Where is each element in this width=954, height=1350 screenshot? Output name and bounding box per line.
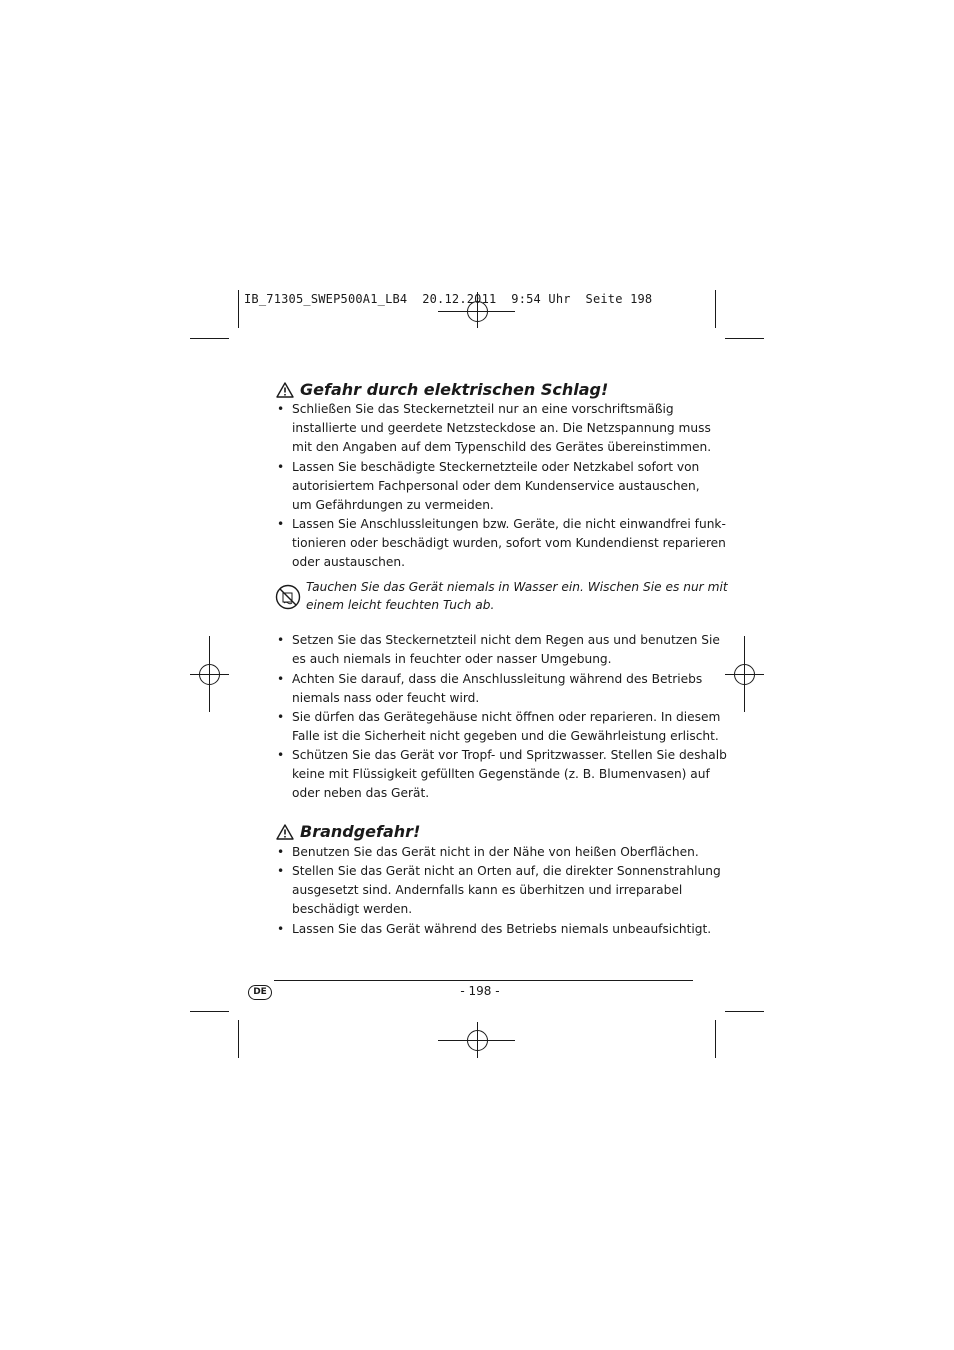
bullet-line: tionieren oder beschädigt wurden, sofort vom Kundendienst reparieren	[292, 536, 726, 551]
registration-mark	[734, 664, 755, 685]
bullet-item	[276, 843, 699, 862]
section-heading-electric-shock	[276, 380, 608, 399]
warning-triangle-icon	[276, 382, 294, 398]
bullet-line: • Lassen Sie beschädigte Steckernetzteile oder Netzkabel sofort von	[292, 460, 700, 474]
bullet-item	[276, 920, 712, 939]
bullet-line: ausgesetzt sind. Andernfalls kann es überhitzen und irreparabel	[292, 883, 683, 898]
bullet-line: • Lassen Sie das Gerät während des Betriebs niemals unbeaufsichtigt.	[292, 922, 712, 936]
bullet-line: oder neben das Gerät.	[292, 786, 430, 801]
registration-mark	[467, 1030, 488, 1051]
bullet-line: • Lassen Sie Anschlussleitungen bzw. Geräte, die nicht einwandfrei funk-	[292, 517, 726, 531]
footer-rule	[274, 980, 693, 981]
bullet-line: • Schließen Sie das Steckernetzteil nur an eine vorschriftsmäßig	[292, 402, 674, 416]
bullet-line: • Setzen Sie das Steckernetzteil nicht dem Regen aus und benutzen Sie	[292, 633, 720, 647]
bullet-item	[276, 400, 712, 458]
bullet-line: autorisiertem Fachpersonal oder dem Kundenservice austauschen,	[292, 479, 700, 494]
bullet-line: niemals nass oder feucht wird.	[292, 691, 480, 706]
bullet-line: • Achten Sie darauf, dass die Anschlussleitung während des Betriebs	[292, 672, 703, 686]
section-heading-fire	[276, 822, 420, 841]
no-water-immersion-icon	[275, 584, 301, 610]
bullet-line: Falle ist die Sicherheit nicht gegeben und die Gewährleistung erlischt.	[292, 729, 719, 744]
bullet-item	[276, 708, 721, 746]
bullet-line: • Stellen Sie das Gerät nicht an Orten auf, die direkter Sonnenstrahlung	[292, 864, 721, 878]
note-line: einem leicht feuchten Tuch ab.	[306, 598, 495, 612]
bullet-line: • Benutzen Sie das Gerät nicht in der Nähe von heißen Oberflächen.	[292, 845, 699, 859]
safety-note	[306, 578, 728, 614]
bullet-item	[276, 670, 703, 708]
crop-mark	[190, 338, 229, 339]
bullet-item	[276, 631, 720, 669]
bullet-line: keine mit Flüssigkeit gefüllten Gegenstände (z. B. Blumenvasen) auf	[292, 767, 710, 782]
bullet-item	[276, 458, 700, 516]
crop-mark	[715, 1020, 716, 1058]
crop-mark	[725, 338, 764, 339]
crop-mark	[715, 290, 716, 328]
section-title: Brandgefahr!	[300, 822, 421, 841]
bullet-line: beschädigt werden.	[292, 902, 413, 917]
crop-mark	[725, 1011, 764, 1012]
bullet-line: • Schützen Sie das Gerät vor Tropf- und Spritzwasser. Stellen Sie deshalb	[292, 748, 727, 762]
language-badge: DE	[248, 985, 272, 1000]
crop-mark	[190, 1011, 229, 1012]
bullet-line: oder austauschen.	[292, 555, 405, 570]
bullet-item	[276, 862, 721, 920]
bullet-item	[276, 515, 726, 573]
section-title: Gefahr durch elektrischen Schlag!	[300, 380, 609, 399]
crop-mark	[238, 290, 239, 328]
bullet-line: es auch niemals in feuchter oder nasser Umgebung.	[292, 652, 612, 667]
bullet-line: um Gefährdungen zu vermeiden.	[292, 498, 494, 513]
page-number: - 198 -	[460, 984, 500, 998]
bullet-item	[276, 746, 727, 804]
bullet-line: mit den Angaben auf dem Typenschild des Gerätes übereinstimmen.	[292, 440, 712, 455]
crop-mark	[238, 1020, 239, 1058]
registration-mark	[199, 664, 220, 685]
bullet-line: • Sie dürfen das Gerätegehäuse nicht öffnen oder reparieren. In diesem	[292, 710, 721, 724]
print-slug: IB_71305_SWEP500A1_LB4 20.12.2011 9:54 Uhr Seite 198	[244, 292, 653, 306]
warning-triangle-icon	[276, 824, 294, 840]
bullet-line: installierte und geerdete Netzsteckdose an. Die Netzspannung muss	[292, 421, 711, 436]
note-line: Tauchen Sie das Gerät niemals in Wasser ein. Wischen Sie es nur mit	[306, 580, 728, 594]
